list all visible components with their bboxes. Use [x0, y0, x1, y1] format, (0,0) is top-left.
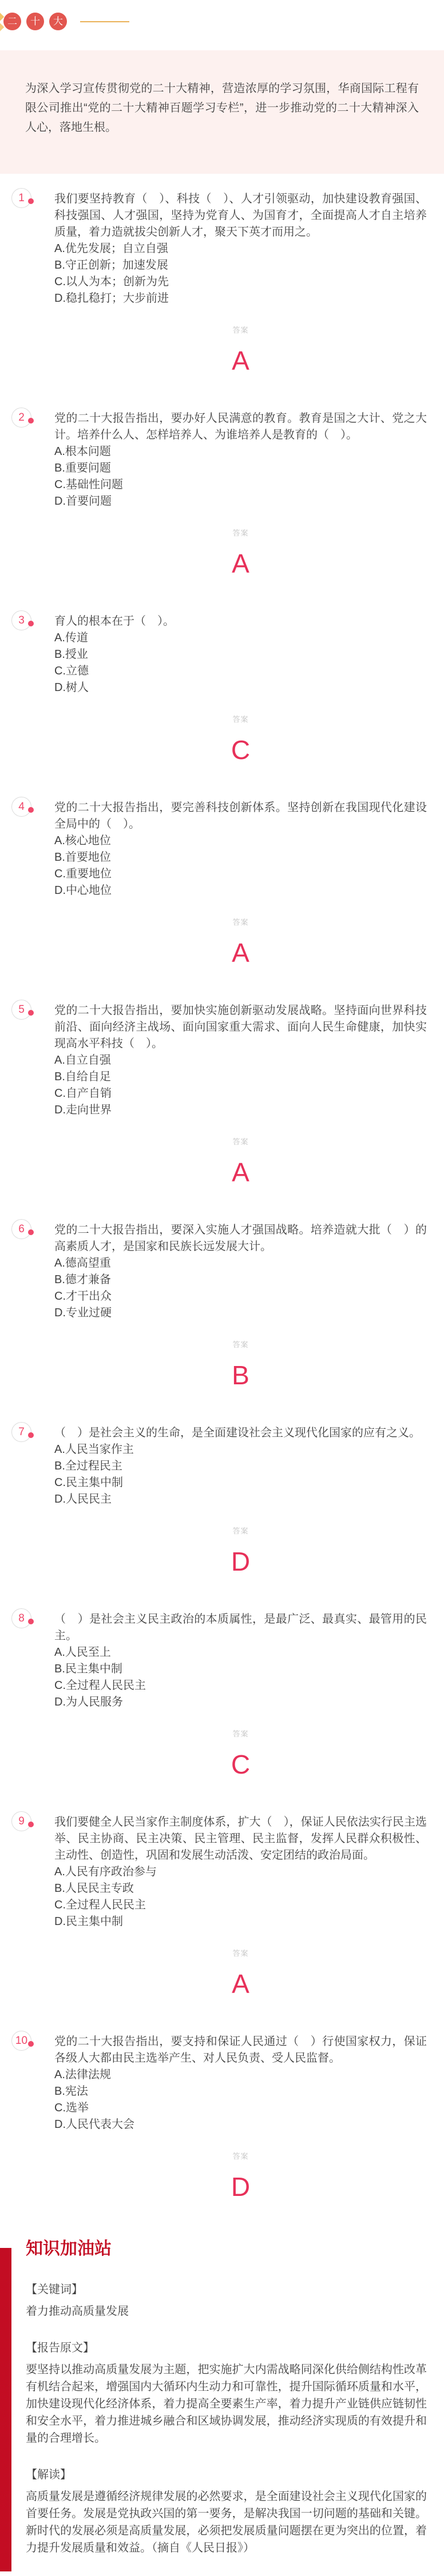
option-b: B.人民民主专政 — [54, 1882, 134, 1895]
option-b: B.宪法 — [54, 2085, 88, 2098]
question-body — [54, 1611, 427, 1779]
question-number-badge — [11, 2031, 31, 2051]
question-item-5 — [0, 1003, 444, 1187]
question-number: 8 — [18, 1612, 25, 1624]
knowledge-section — [0, 2236, 444, 2576]
knowledge-subsection-text: 着力推动高质量发展 — [26, 2305, 129, 2318]
answer-label: 答案 — [232, 918, 249, 926]
question-number: 5 — [18, 1004, 25, 1016]
option-a: A.法律法规 — [54, 2068, 111, 2081]
question-body — [54, 2034, 427, 2201]
knowledge-subsection-heading: 【关键词】 — [26, 2283, 83, 2296]
title-badge-row — [3, 13, 444, 30]
question-number: 3 — [18, 614, 25, 626]
question-item-10 — [0, 2034, 444, 2201]
question-text: 我们要坚持教育（ ）、科技（ ）、人才引领驱动，加快建设教育强国、科技强国、人才强国，坚持为党育人、为国育才，全面提高人才自主培养质量，着力造就拔尖创新人才，聚天下英才而用之。 — [54, 193, 427, 238]
question-number-badge — [11, 1422, 31, 1442]
option-d: D.首要问题 — [54, 495, 112, 508]
question-item-7 — [0, 1425, 444, 1576]
knowledge-subsection-heading: 【解读】 — [26, 2469, 72, 2481]
title-badge-2: 十 — [26, 13, 44, 30]
question-number-badge — [11, 188, 31, 208]
option-d: D.专业过硬 — [54, 1307, 112, 1319]
answer-label: 答案 — [232, 715, 249, 724]
knowledge-subsection-text: 高质量发展是遵循经济规律发展的必然要求，是全面建设社会主义现代化国家的首要任务。发展是党执政兴国的第一要务，是解决我国一切问题的基础和关键。新时代的发展必须是高质量发展，必须把发展质量问题摆在更为突出的位置，着力提升发展质量和效益。（摘自《人民日报》） — [26, 2490, 427, 2554]
number-dot-icon — [28, 1229, 34, 1235]
question-number: 4 — [18, 801, 25, 813]
option-c: C.以人为本；创新为先 — [54, 275, 169, 288]
intro-panel — [0, 50, 444, 174]
question-item-2 — [0, 410, 444, 578]
option-d: D.树人 — [54, 681, 89, 694]
option-a: A.人民当家作主 — [54, 1443, 134, 1456]
answer-label: 答案 — [232, 326, 249, 334]
number-dot-icon — [28, 1432, 34, 1438]
title-badge-1: 二 — [3, 13, 21, 30]
option-c: C.基础性问题 — [54, 478, 123, 491]
option-b: B.首要地位 — [54, 851, 111, 864]
question-number: 9 — [18, 1815, 25, 1827]
option-b: B.重要问题 — [54, 462, 111, 474]
intro-text: 为深入学习宣传贯彻党的二十大精神，营造浓厚的学习氛围，华商国际工程有限公司推出“党的二十大精神百题学习专栏”，进一步推动党的二十大精神深入人心，落地生根。 — [25, 82, 419, 134]
question-body — [54, 410, 427, 578]
question-text: 我们要健全人民当家作主制度体系，扩大（ ），保证人民依法实行民主选举、民主协商、民主决策、民主管理、民主监督，发挥人民群众积极性、主动性、创造性，巩固和发展生动活泼、安定团结的政治局面。 — [54, 1816, 427, 1862]
answer-block — [54, 1728, 427, 1779]
knowledge-body — [26, 2281, 427, 2557]
question-body — [54, 613, 427, 764]
option-b: B.德才兼备 — [54, 1273, 111, 1286]
question-body — [54, 800, 427, 967]
question-number: 10 — [15, 2035, 28, 2047]
answer-block — [54, 2150, 427, 2201]
question-text: 育人的根本在于（ ）。 — [54, 615, 175, 628]
answer-letter: B — [232, 1360, 249, 1390]
question-body — [54, 1003, 427, 1187]
answer-letter: A — [232, 938, 249, 968]
answer-letter: A — [232, 1157, 249, 1187]
number-dot-icon — [28, 2041, 34, 2047]
option-d: D.稳扎稳打；大步前进 — [54, 292, 169, 305]
question-body — [54, 191, 427, 375]
option-d: D.人民代表大会 — [54, 2118, 134, 2131]
question-number-badge — [11, 797, 31, 817]
option-a: A.人民至上 — [54, 1646, 111, 1659]
answer-label: 答案 — [232, 1949, 249, 1958]
option-d: D.走向世界 — [54, 1104, 112, 1116]
question-text: 党的二十大报告指出，要支持和保证人民通过（ ）行使国家权力，保证各级人大都由民主选举产生、对人民负责、受人民监督。 — [54, 2035, 427, 2064]
question-item-4 — [0, 800, 444, 967]
answer-letter: C — [231, 735, 251, 765]
question-number: 7 — [18, 1426, 25, 1438]
question-number-badge — [11, 1000, 31, 1020]
divider-line — [80, 21, 129, 22]
answer-label: 答案 — [232, 529, 249, 537]
answer-letter: A — [232, 346, 249, 376]
knowledge-subsection-heading: 【报告原文】 — [26, 2342, 94, 2354]
option-a: A.自立自强 — [54, 1054, 111, 1067]
question-number-badge — [11, 1219, 31, 1239]
option-b: B.授业 — [54, 648, 88, 661]
option-a: A.优先发展；自立自强 — [54, 242, 168, 255]
answer-block — [54, 916, 427, 967]
title-badge-3: 大 — [49, 13, 67, 30]
answer-label: 答案 — [232, 2152, 249, 2160]
question-text: （ ）是社会主义民主政治的本质属性，是最广泛、最真实、最管用的民主。 — [54, 1613, 427, 1642]
option-c: C.选举 — [54, 2102, 89, 2114]
knowledge-title: 知识加油站 — [26, 2239, 112, 2258]
number-dot-icon — [28, 198, 34, 204]
option-b: B.守正创新；加速发展 — [54, 259, 168, 271]
number-dot-icon — [28, 807, 34, 813]
number-dot-icon — [28, 1822, 34, 1827]
option-c: C.重要地位 — [54, 868, 112, 880]
question-item-1 — [0, 191, 444, 375]
page-header — [0, 0, 444, 41]
answer-letter: A — [232, 1969, 249, 1999]
option-b: B.民主集中制 — [54, 1663, 122, 1675]
knowledge-subsection-text: 要坚持以推动高质量发展为主题，把实施扩大内需战略同深化供给侧结构性改革有机结合起来，增强国内大循环内生动力和可靠性，提升国际循环质量和水平，加快建设现代化经济体系，着力提高全要素生产率，着力提升产业链供应链韧性和安全水平，着力推进城乡融合和区域协调发展，推动经济实现质的有效提升和量的合理增长。 — [26, 2363, 427, 2445]
answer-label: 答案 — [232, 1137, 249, 1146]
option-c: C.才干出众 — [54, 1290, 112, 1303]
red-side-bar — [0, 2248, 11, 2571]
answer-block — [54, 324, 427, 375]
answer-label: 答案 — [232, 1340, 249, 1349]
question-item-3 — [0, 613, 444, 764]
question-text: 党的二十大报告指出，要办好人民满意的教育。教育是国之大计、党之大计。培养什么人、怎样培养人、为谁培养人是教育的（ ）。 — [54, 412, 427, 441]
answer-letter: D — [231, 2172, 251, 2202]
question-list — [0, 191, 444, 2201]
option-c: C.全过程人民民主 — [54, 1899, 146, 1911]
question-number-badge — [11, 610, 31, 630]
answer-letter: D — [231, 1547, 251, 1576]
question-number: 1 — [18, 192, 25, 204]
question-number-badge — [11, 1811, 31, 1831]
question-body — [54, 1814, 427, 1998]
answer-letter: A — [232, 549, 249, 578]
question-item-9 — [0, 1814, 444, 1998]
option-a: A.传道 — [54, 632, 88, 644]
question-item-8 — [0, 1611, 444, 1779]
option-d: D.中心地位 — [54, 884, 112, 897]
knowledge-subsection-2 — [26, 2339, 427, 2447]
answer-label: 答案 — [232, 1730, 249, 1738]
option-d: D.民主集中制 — [54, 1915, 123, 1928]
answer-block — [54, 1136, 427, 1187]
question-item-6 — [0, 1222, 444, 1389]
answer-label: 答案 — [232, 1527, 249, 1535]
question-number-badge — [11, 408, 31, 428]
option-d: D.人民民主 — [54, 1493, 112, 1505]
option-b: B.自给自足 — [54, 1071, 111, 1083]
question-text: 党的二十大报告指出，要深入实施人才强国战略。培养造就大批（ ）的高素质人才，是国家和民族长远发展大计。 — [54, 1224, 427, 1253]
question-number-badge — [11, 1608, 31, 1628]
answer-block — [54, 713, 427, 764]
question-text: （ ）是社会主义的生命，是全面建设社会主义现代化国家的应有之义。 — [54, 1427, 421, 1439]
option-d: D.为人民服务 — [54, 1696, 123, 1708]
number-dot-icon — [28, 418, 34, 424]
option-a: A.根本问题 — [54, 445, 111, 458]
option-a: A.人民有序政治参与 — [54, 1866, 157, 1878]
question-text: 党的二十大报告指出，要完善科技创新体系。坚持创新在我国现代化建设全局中的（ ）。 — [54, 801, 427, 830]
answer-block — [54, 1525, 427, 1576]
question-number: 2 — [18, 412, 25, 424]
question-number: 6 — [18, 1223, 25, 1235]
answer-block — [54, 1947, 427, 1998]
answer-letter: C — [231, 1750, 251, 1779]
question-body — [54, 1425, 427, 1576]
knowledge-subsection-3 — [26, 2466, 427, 2557]
option-c: C.全过程人民民主 — [54, 1679, 146, 1692]
option-a: A.德高望重 — [54, 1257, 111, 1269]
question-body — [54, 1222, 427, 1389]
knowledge-subsection-1 — [26, 2281, 427, 2320]
number-dot-icon — [28, 621, 34, 626]
answer-block — [54, 1339, 427, 1389]
number-dot-icon — [28, 1010, 34, 1016]
question-text: 党的二十大报告指出，要加快实施创新驱动发展战略。坚持面向世界科技前沿、面向经济主战场、面向国家重大需求、面向人民生命健康，加快实现高水平科技（ ）。 — [54, 1004, 427, 1050]
option-c: C.自产自销 — [54, 1087, 112, 1100]
option-b: B.全过程民主 — [54, 1460, 122, 1472]
option-c: C.立德 — [54, 665, 89, 677]
option-a: A.核心地位 — [54, 834, 111, 847]
option-c: C.民主集中制 — [54, 1476, 123, 1489]
answer-block — [54, 527, 427, 578]
number-dot-icon — [28, 1619, 34, 1624]
